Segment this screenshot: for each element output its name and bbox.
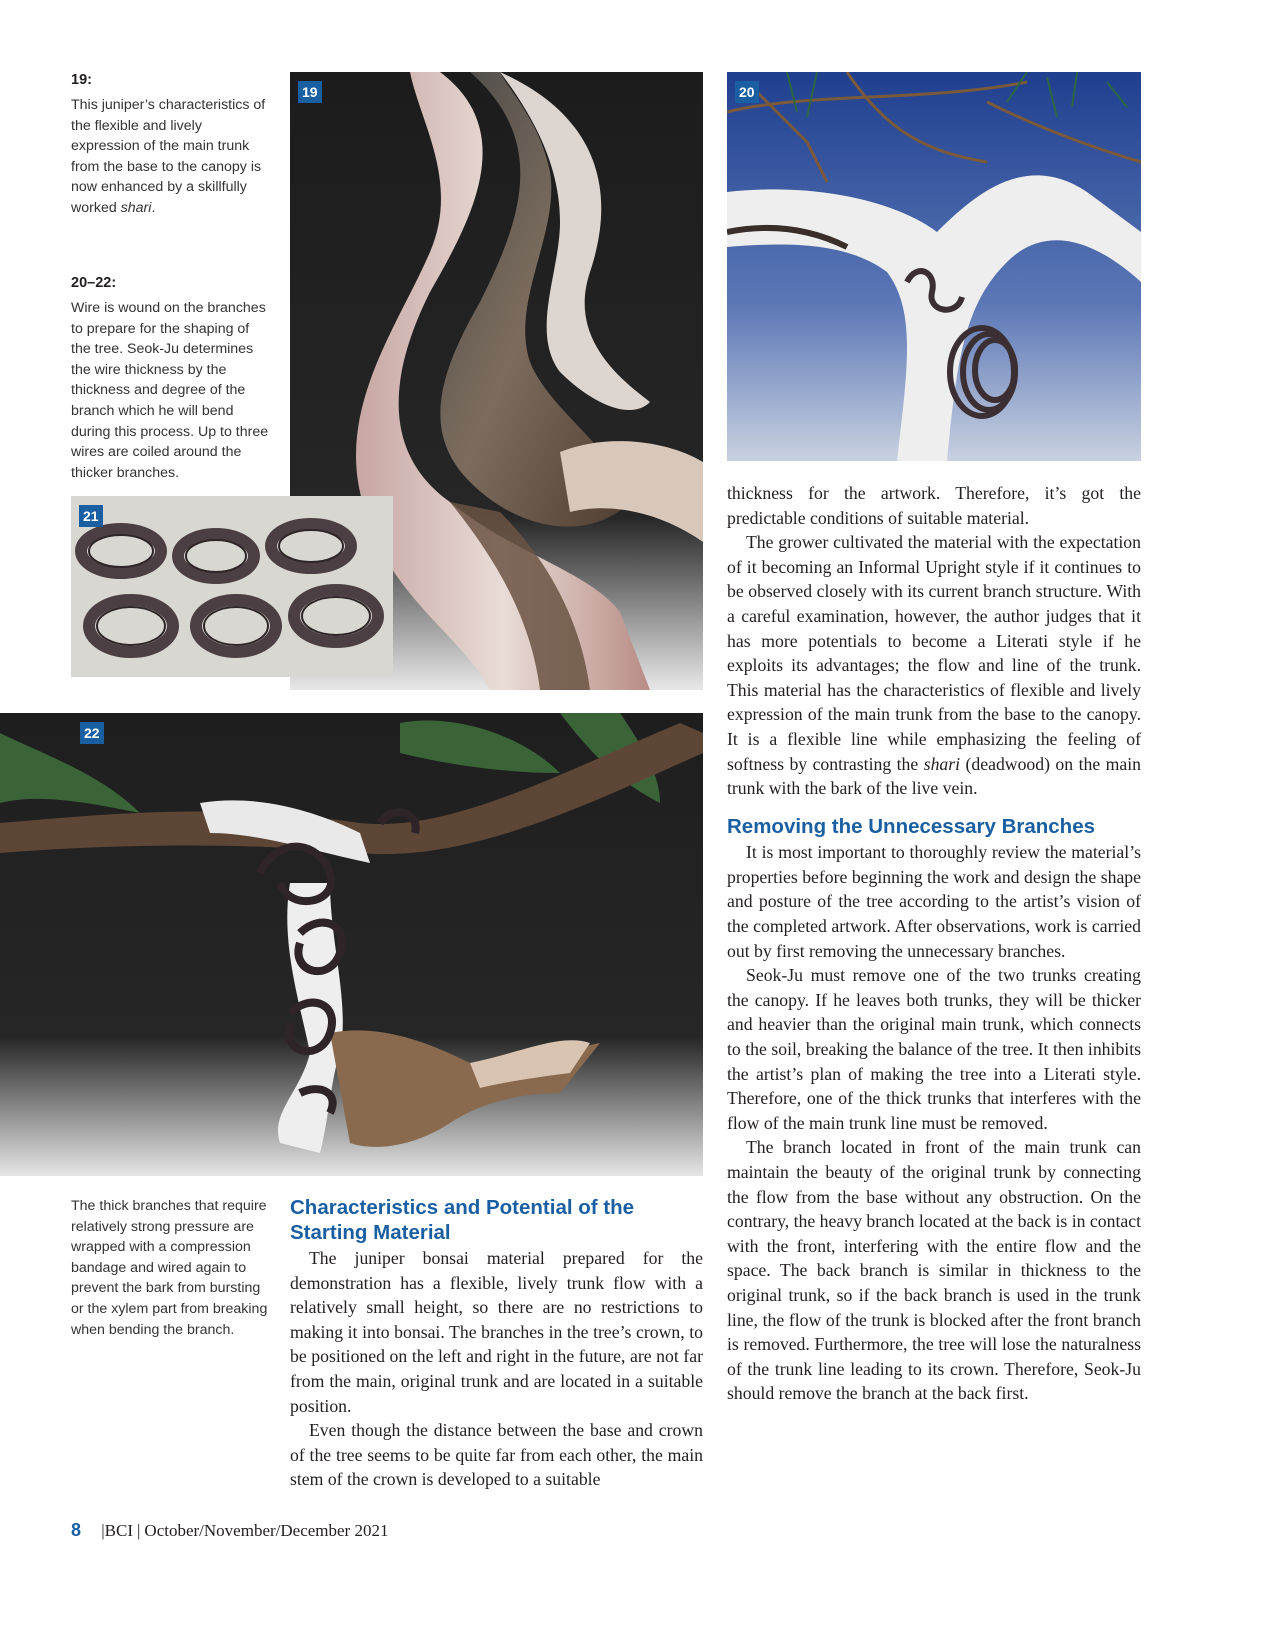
caption-22-text: The thick branches that require relatively strong pressure are wrapped with a compression bandage and wired again to prevent the bark from bursting or the xylem part from breaking when bending the branch.: [71, 1198, 268, 1338]
footer-publication: BCI: [104, 1521, 134, 1540]
article-paragraph: It is most important to thoroughly review the material’s properties before beginning the work and design the shape and posture of the tree according to the artist’s vision of the completed artwork. After observations, work is carried out by first removing the unnecessary branches.: [727, 842, 1141, 961]
photo-22: [0, 713, 703, 1176]
article-paragraph: Seok-Ju must remove one of the two trunks creating the canopy. If he leaves both trunks, they will be thicker and heavier than the original main trunk, which connects to the soil, breaking the balance of the tree. It then inhibits the artist’s plan of making the tree into a Literati style. Therefore, one of the thick trunks that interferes with the flow of the main trunk line must be removed.: [727, 965, 1141, 1133]
caption-20-22-number: 20–22:: [71, 275, 117, 291]
article-paragraph: Even though the distance between the base and crown of the tree seems to be quite far from each other, the main stem of the crown is developed to a suitable: [290, 1420, 703, 1490]
page-footer: [71, 1520, 388, 1541]
article-paragraph: The branch located in front of the main trunk can maintain the beauty of the original trunk by connecting the flow from the base without any obstruction. On the contrary, the heavy branch located at the back is in contact with the front, interfering with the entire flow and the space. The back branch is similar in thickness to the original trunk, so if the back branch is used in the trunk line, the flow of the trunk is blocked after the front branch is removed. Furthermore, the tree will lose the naturalness of the trunk line leading to its crown. Therefore, Seok-Ju should remove the branch at the back first.: [727, 1137, 1141, 1404]
photo-20-image: [727, 72, 1141, 461]
photo-20: [727, 72, 1141, 461]
article-column-middle: [290, 1196, 703, 1492]
photo-20-badge: 20: [735, 81, 759, 103]
photo-19-badge: 19: [298, 81, 322, 103]
footer-separator: |: [101, 1521, 105, 1540]
photo-21-image: [71, 496, 393, 677]
page-number: 8: [71, 1520, 82, 1540]
photo-21: [71, 496, 393, 677]
article-paragraph: The juniper bonsai material prepared for the demonstration has a flexible, lively trunk flow with a relatively small height, so there are no restrictions to making it into bonsai. The branches in the tree’s crown, to be positioned on the left and right in the future, are not far from the main, original trunk and are located in a suitable position.: [290, 1248, 703, 1416]
caption-19-number: 19:: [71, 72, 92, 88]
caption-22: [71, 1196, 271, 1340]
footer-issue: October/November/December 2021: [144, 1521, 389, 1540]
photo-21-badge: 21: [79, 505, 103, 527]
photo-22-badge: 22: [80, 722, 104, 744]
article-paragraph: thickness for the artwork. Therefore, it’s got the predictable conditions of suitable material.: [727, 483, 1141, 528]
section-heading-characteristics: Characteristics and Potential of the Starting Material: [290, 1196, 635, 1244]
section-heading-removing-branches: Removing the Unnecessary Branches: [727, 814, 1095, 838]
photo-22-image: [0, 713, 703, 1176]
article-column-right: [727, 481, 1141, 1406]
footer-separator: |: [137, 1521, 141, 1540]
caption-20-22: [71, 275, 271, 483]
caption-20-22-text: Wire is wound on the branches to prepare for the shaping of the tree. Seok-Ju determines the wire thickness by the thickness and degree of the branch which he will bend during this process. Up to three wires are coiled around the thicker branches.: [71, 300, 269, 481]
caption-19-text: This juniper’s characteristics of the flexible and lively expression of the main trunk from the base to the canopy is now enhanced by a skillfully worked shari.: [71, 97, 266, 216]
article-paragraph: The grower cultivated the material with the expectation of it becoming an Informal Upright style if it continues to be observed closely with its current branch structure. With a careful examination, however, the author judges that it has more potentials to become a Literati style if he exploits its advantages; the flow and line of the trunk. This material has the characteristics of flexible and lively expression of the main trunk from the base to the canopy. It is a flexible line while emphasizing the feeling of softness by contrasting the shari (deadwood) on the main trunk with the bark of the live vein.: [727, 532, 1141, 799]
caption-19: [71, 72, 269, 219]
